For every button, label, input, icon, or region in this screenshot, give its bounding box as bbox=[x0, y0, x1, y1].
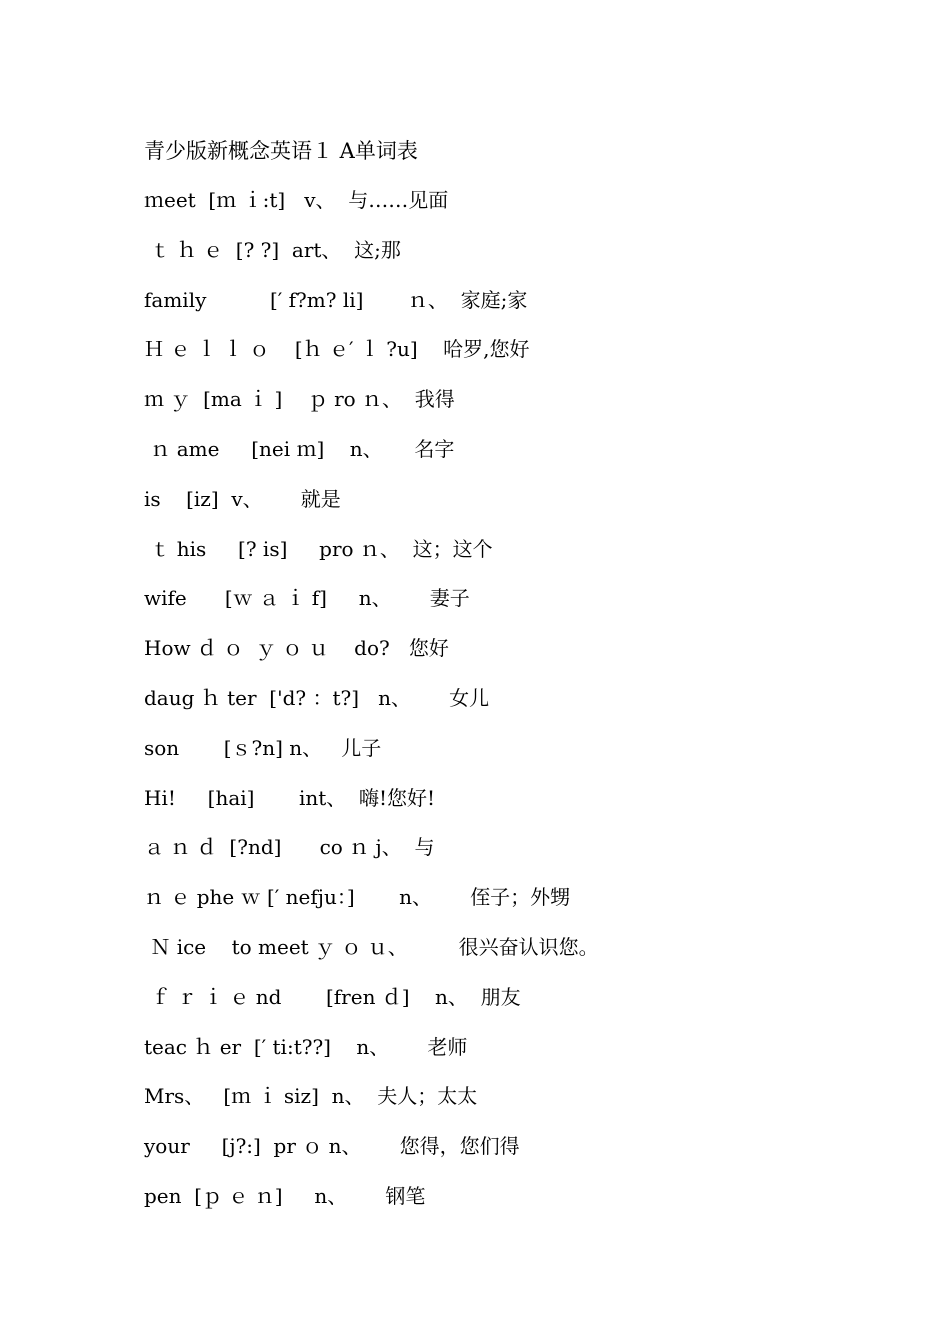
document-title: 青少版新概念英语１ A单词表 bbox=[144, 139, 418, 163]
vocab-list bbox=[144, 186, 599, 1232]
vocab-line-family: family [′ f?m? li] ｎ、 家庭;家 bbox=[144, 287, 528, 312]
vocab-line-daughter: daug ｈ ter ['d? ：t?] n、 女儿 bbox=[144, 685, 490, 710]
vocab-line-mrs: Mrs、 [ｍ ｉ siz] n、 夫人；太太 bbox=[144, 1084, 478, 1109]
vocab-line-hi: Hi! [hai] int、 嗨!您好! bbox=[144, 785, 436, 810]
vocab-line-teacher: teac ｈ er [′ ti:t??] n、 老师 bbox=[144, 1034, 468, 1059]
vocab-line-son: son [ｓ?n] n、 儿子 bbox=[144, 735, 382, 760]
vocab-line-nephew: ｎ ｅ phe ｗ [′ nefju：] n、 侄子；外甥 bbox=[144, 885, 571, 910]
vocab-line-the: ｔ ｈ ｅ [? ?] art、 这;那 bbox=[144, 237, 401, 262]
vocab-line-wife: wife [ｗ ａ ｉ f] n、 妻子 bbox=[144, 586, 470, 611]
vocab-line-how-do-you-do: How ｄ ｏ ｙ ｏ ｕ do? 您好 bbox=[144, 636, 449, 661]
vocab-line-hello: Ｈ ｅ ｌ ｌ ｏ [ｈ ｅ′ ｌ ?u] 哈罗,您好 bbox=[144, 337, 530, 362]
vocab-line-nice-to-meet-you: Ｎ ice to meet ｙ ｏ ｕ、 很兴奋认识您。 bbox=[144, 934, 599, 959]
vocab-line-friend: ｆ ｒ ｉ ｅ nd [fren ｄ] n、 朋友 bbox=[144, 984, 521, 1009]
vocab-line-this: ｔ his [? is] pro ｎ、 这；这个 bbox=[144, 536, 493, 561]
vocab-line-is: is [iz] v、 就是 bbox=[144, 486, 341, 511]
vocab-line-pen: pen [ｐ ｅ ｎ] n、 钢笔 bbox=[144, 1183, 426, 1208]
vocab-line-meet: ｍeet [ｍ ｉ:t] v、 与……见面 bbox=[144, 188, 449, 212]
vocab-line-your: your [j?:] pr ｏ n、 您得，您们得 bbox=[144, 1134, 520, 1159]
vocab-line-name: ｎ ame [nei ｍ] n、 名字 bbox=[144, 436, 455, 461]
vocab-line-and: ａ ｎ ｄ [?nd] co ｎ j、 与 bbox=[144, 835, 435, 860]
vocab-line-my: ｍ ｙ [ma ｉ ] ｐ ro ｎ、 我得 bbox=[144, 387, 455, 412]
